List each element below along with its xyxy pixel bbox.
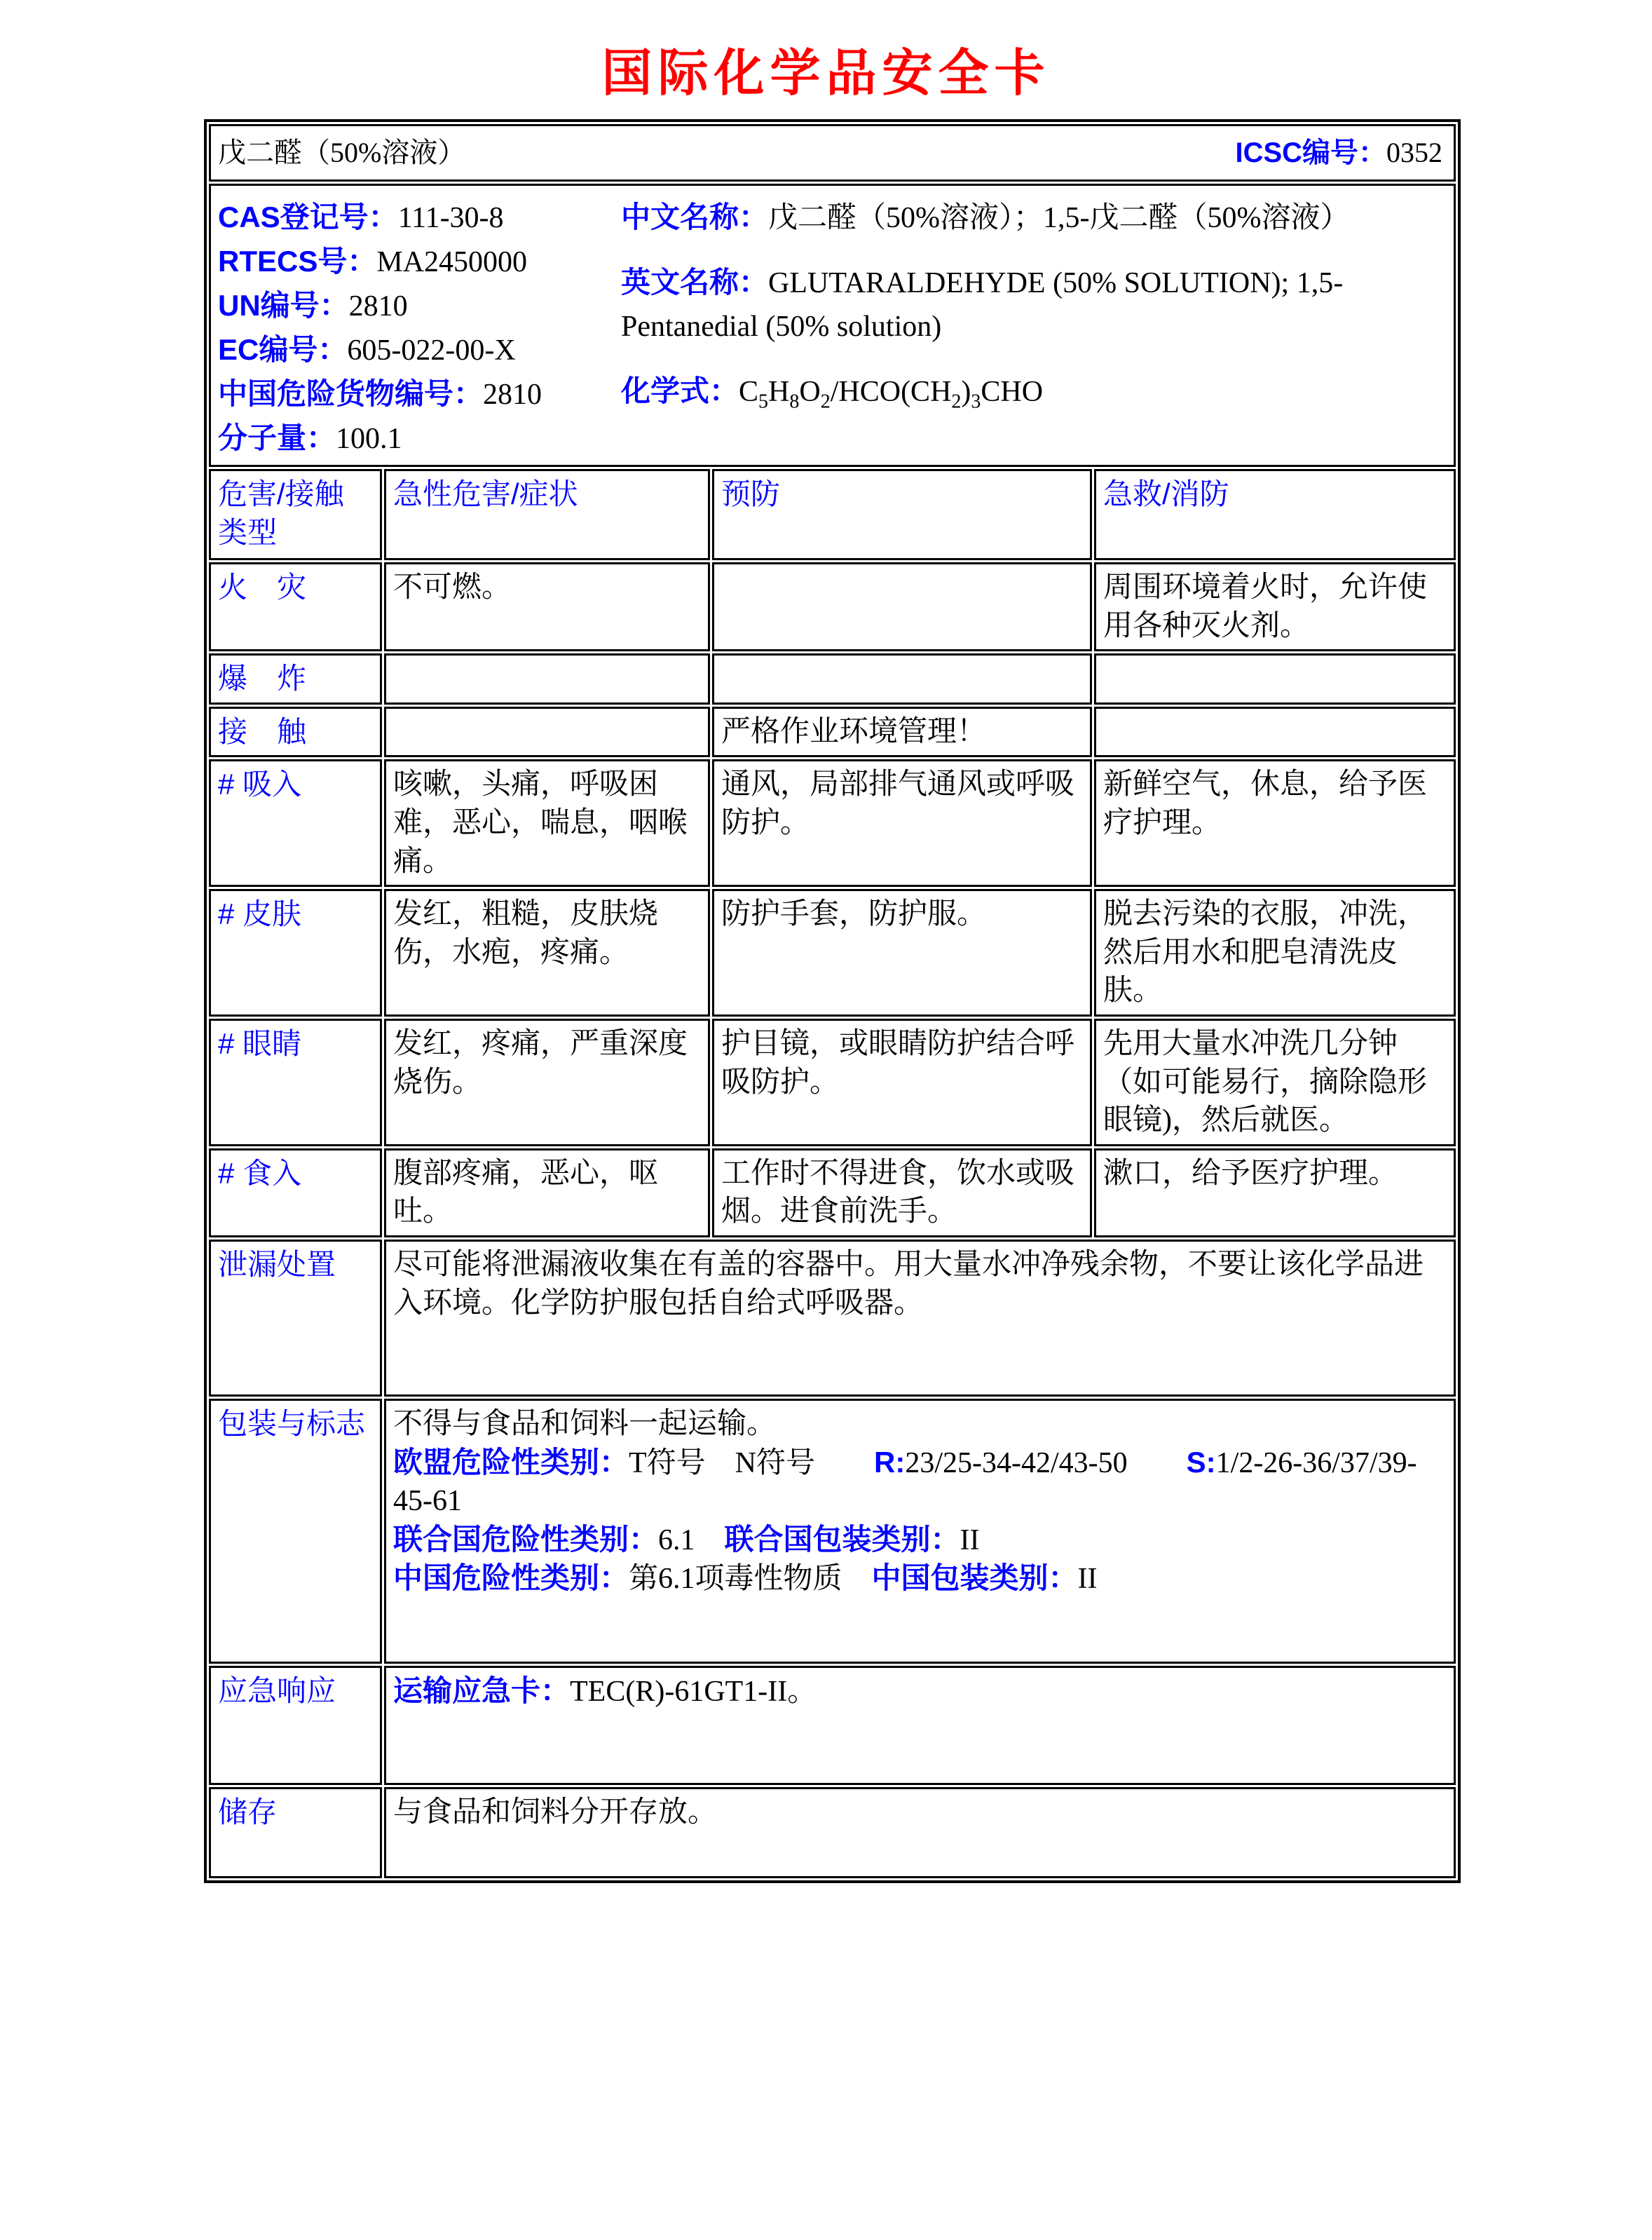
- cell-ingestion-first-aid: 漱口，给予医疗护理。: [1094, 1148, 1456, 1237]
- safety-card-table: [204, 119, 1461, 1883]
- row-label-ingestion: # 食入: [209, 1148, 382, 1237]
- ec-number-line: EC编号：605-022-00-X: [218, 333, 516, 367]
- cell-inhalation-prevention: 通风，局部排气通风或呼吸防护。: [712, 759, 1092, 887]
- cell-explosion-symptoms: [384, 653, 710, 705]
- chinese-name-line: 中文名称：戊二醛（50%溶液）；1,5-戊二醛（50%溶液）: [621, 201, 1350, 234]
- chemical-formula-line: 化学式：$C_5H_8O_2/HCO(CH_2)_3CHO$: [621, 374, 1044, 413]
- table-row-ingestion: [209, 1148, 1456, 1237]
- table-row-emergency: [209, 1666, 1456, 1785]
- table-row-eyes: [209, 1019, 1456, 1146]
- cell-eyes-first-aid: 先用大量水冲洗几分钟（如可能易行，摘除隐形眼镜)，然后就医。: [1094, 1019, 1456, 1146]
- row-label-eyes: # 眼睛: [209, 1019, 382, 1146]
- info-identifiers: [218, 196, 621, 461]
- cell-explosion-prevention: [712, 653, 1092, 705]
- cell-inhalation-first-aid: 新鲜空气，休息，给予医疗护理。: [1094, 759, 1456, 887]
- card-header-row: [209, 124, 1456, 182]
- row-label-skin: # 皮肤: [209, 889, 382, 1017]
- rtecs-number-line: RTECS号：MA2450000: [218, 245, 528, 278]
- english-name-line: 英文名称：GLUTARALDEHYDE (50% SOLUTION); 1,5-Pentanedial (50% solution): [621, 266, 1344, 343]
- cell-fire-symptoms: 不可燃。: [384, 562, 710, 651]
- icsc-number: ICSC编号：0352: [1235, 137, 1443, 168]
- cell-exposure-prevention: 严格作业环境管理！: [712, 707, 1092, 758]
- cell-explosion-first-aid: [1094, 653, 1456, 705]
- storage-text: 与食品和饲料分开存放。: [393, 1796, 718, 1828]
- cell-fire-prevention: [712, 562, 1092, 651]
- row-label-spill: 泄漏处置: [209, 1240, 382, 1397]
- info-cell: [209, 184, 1456, 467]
- row-label-explosion: 爆 炸: [209, 653, 382, 705]
- table-row-packaging: [209, 1399, 1456, 1664]
- column-header-row: [209, 469, 1456, 560]
- info-names: [621, 196, 1385, 423]
- info-row: [209, 184, 1456, 467]
- cell-storage-content: [384, 1787, 1456, 1878]
- row-label-fire: 火 灾: [209, 562, 382, 651]
- packaging-china-hazard-class: 中国危险性类别：第6.1项毒性物质 中国包装类别：II: [393, 1561, 1098, 1596]
- cell-emergency-content: [384, 1666, 1456, 1785]
- packaging-un-hazard-class: 联合国危险性类别：6.1 联合国包装类别：II: [393, 1522, 980, 1556]
- molecular-weight-line: 分子量：100.1: [218, 421, 402, 455]
- cell-fire-first-aid: 周围环境着火时，允许使用各种灭火剂。: [1094, 562, 1456, 651]
- emergency-transport-card: 运输应急卡：TEC(R)-61GT1-II。: [393, 1674, 817, 1708]
- row-label-packaging: 包装与标志: [209, 1399, 382, 1664]
- table-row-spill: [209, 1240, 1456, 1397]
- row-label-emergency: 应急响应: [209, 1666, 382, 1785]
- cell-exposure-symptoms: [384, 707, 710, 758]
- china-dg-number-line: 中国危险货物编号：2810: [218, 377, 542, 411]
- packaging-transport-note: 不得与食品和饲料一起运输。: [393, 1407, 777, 1440]
- card-header-cell: [209, 124, 1456, 182]
- spill-text: 尽可能将泄漏液收集在有盖的容器中。用大量水冲净残余物，不要让该化学品进入环境。化学防护服包括自给式呼吸器。: [393, 1248, 1424, 1319]
- chemical-name: 戊二醛（50%溶液）: [218, 137, 466, 168]
- table-row-skin: [209, 889, 1456, 1017]
- cell-spill-content: [384, 1240, 1456, 1397]
- cas-number-line: CAS登记号：111-30-8: [218, 201, 504, 234]
- cell-packaging-content: [384, 1399, 1456, 1664]
- column-header-first-aid: 急救/消防: [1094, 469, 1456, 560]
- cell-ingestion-symptoms: 腹部疼痛，恶心，呕吐。: [384, 1148, 710, 1237]
- cell-skin-symptoms: 发红，粗糙，皮肤烧伤，水疱，疼痛。: [384, 889, 710, 1017]
- table-row-fire: [209, 562, 1456, 651]
- page-title: 国际化学品安全卡: [601, 46, 1051, 102]
- table-row-explosion: [209, 653, 1456, 705]
- table-row-storage: [209, 1787, 1456, 1878]
- cell-skin-first-aid: 脱去污染的衣服，冲洗，然后用水和肥皂清洗皮肤。: [1094, 889, 1456, 1017]
- row-label-storage: 储存: [209, 1787, 382, 1878]
- table-row-inhalation: [209, 759, 1456, 887]
- column-header-symptoms: 急性危害/症状: [384, 469, 710, 560]
- row-label-inhalation: # 吸入: [209, 759, 382, 887]
- cell-exposure-first-aid: [1094, 707, 1456, 758]
- cell-inhalation-symptoms: 咳嗽，头痛，呼吸困难，恶心，喘息，咽喉痛。: [384, 759, 710, 887]
- cell-eyes-symptoms: 发红，疼痛，严重深度烧伤。: [384, 1019, 710, 1146]
- table-row-exposure: [209, 707, 1456, 758]
- packaging-eu-hazard-class: 欧盟危险性类别：T符号 N符号 R:23/25-34-42/43-50 S:1/2-26-36/37/39-45-61: [393, 1445, 1417, 1518]
- cell-skin-prevention: 防护手套，防护服。: [712, 889, 1092, 1017]
- column-header-hazard-type: 危害/接触类型: [209, 469, 382, 560]
- row-label-exposure: 接 触: [209, 707, 382, 758]
- column-header-prevention: 预防: [712, 469, 1092, 560]
- cell-eyes-prevention: 护目镜，或眼睛防护结合呼吸防护。: [712, 1019, 1092, 1146]
- cell-ingestion-prevention: 工作时不得进食，饮水或吸烟。进食前洗手。: [712, 1148, 1092, 1237]
- un-number-line: UN编号：2810: [218, 289, 408, 323]
